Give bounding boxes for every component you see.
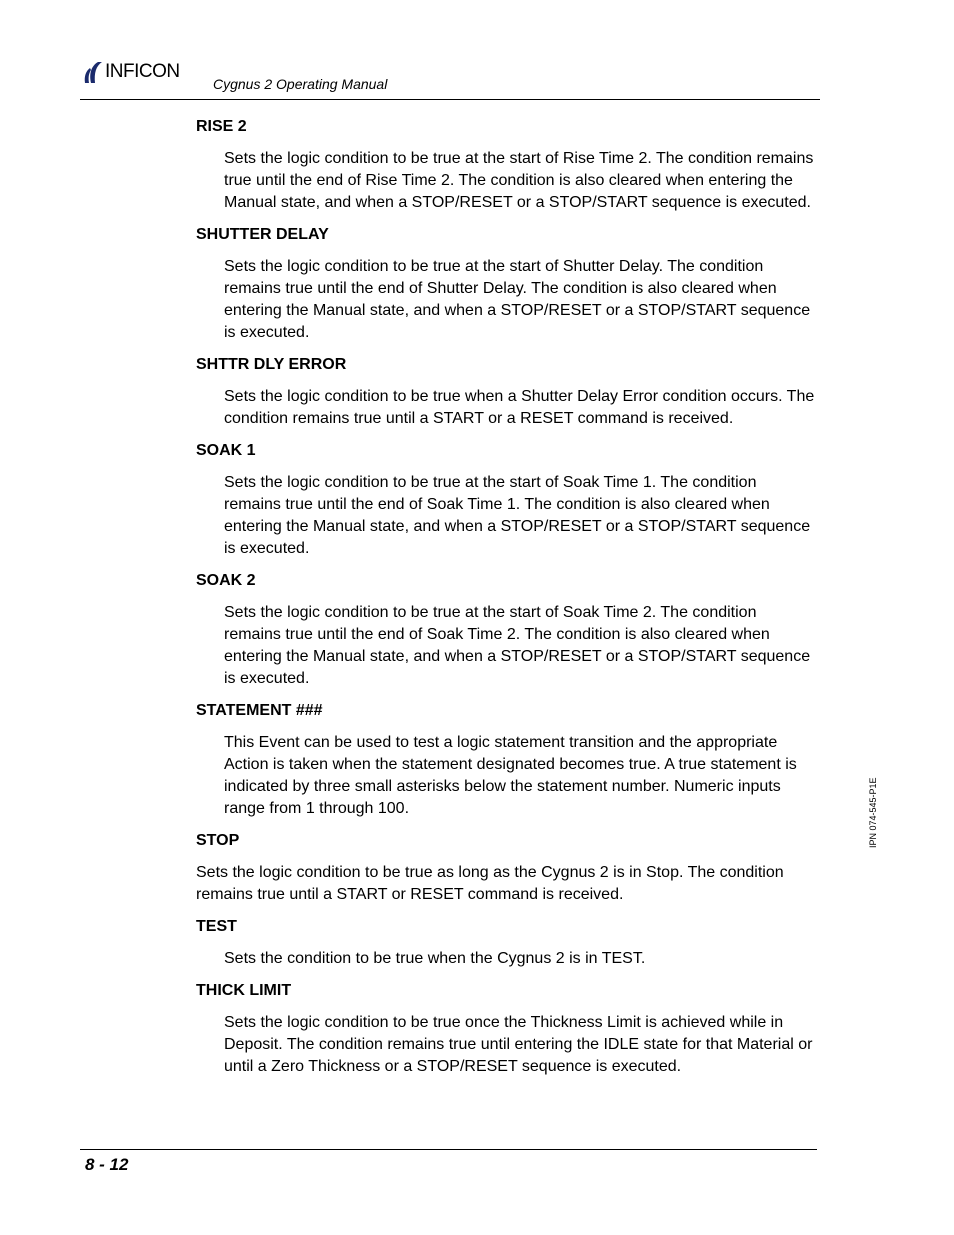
entry-heading: TEST: [196, 918, 237, 935]
entry-description: Sets the logic condition to be true at the start of Soak Time 2. The condition remains true until the end of Soak Time 2. The condition is also cleared when entering the Manual state, and when a STOP/RESET or a STOP/START sequence is executed.: [224, 604, 811, 687]
entry-heading: THICK LIMIT: [196, 982, 292, 999]
entry-stop: [196, 830, 816, 906]
entry-heading: SOAK 2: [196, 572, 256, 589]
entry-heading: SHUTTER DELAY: [196, 226, 329, 243]
entry-heading: RISE 2: [196, 118, 247, 135]
footer-divider: [80, 1149, 817, 1150]
entry-description: Sets the logic condition to be true when a Shutter Delay Error condition occurs. The condition remains true until a START or a RESET command is received.: [224, 388, 815, 427]
entry-heading: STOP: [196, 832, 240, 849]
entry-description: Sets the logic condition to be true at the start of Shutter Delay. The condition remains true until the end of Shutter Delay. The condition is also cleared when entering the Manual state, and when a STOP/RESET or a STOP/START sequence is executed.: [224, 258, 811, 341]
entry-description: Sets the logic condition to be true as long as the Cygnus 2 is in Stop. The condition remains true until a START or RESET command is received.: [196, 864, 784, 903]
entry-heading: SOAK 1: [196, 442, 256, 459]
ipn-side-note: IPN 074-545-P1E: [868, 777, 878, 848]
page-header: [80, 55, 820, 100]
logo-text: INFICON: [105, 61, 180, 82]
entry-description: Sets the logic condition to be true at the start of Soak Time 1. The condition remains true until the end of Soak Time 1. The condition is also cleared when entering the Manual state, and when a STOP/RESET or a STOP/START sequence is executed.: [224, 474, 811, 557]
entry-description: This Event can be used to test a logic statement transition and the appropriate Action is taken when the statement designated becomes true. A true statement is indicated by three small asterisks below the statement number. Numeric inputs range from 1 through 100.: [224, 734, 797, 817]
entry-soak-2: [196, 570, 816, 690]
entry-description: Sets the logic condition to be true once the Thickness Limit is achieved while in Deposit. The condition remains true until entering the IDLE state for that Material or until a Zero Thickness or a STOP/RESET sequence is executed.: [224, 1014, 813, 1075]
entry-heading: SHTTR DLY ERROR: [196, 356, 347, 373]
entry-thick-limit: [196, 980, 816, 1078]
entry-heading: STATEMENT ###: [196, 702, 323, 719]
inficon-logo: [82, 60, 180, 84]
entry-soak-1: [196, 440, 816, 560]
entry-description: Sets the condition to be true when the Cygnus 2 is in TEST.: [224, 950, 646, 967]
page-number: 8 - 12: [85, 1155, 129, 1174]
entry-statement: [196, 700, 816, 820]
entry-test: [196, 916, 816, 970]
entry-shutter-delay: [196, 224, 816, 344]
entry-shttr-dly-error: [196, 354, 816, 430]
document-body: [196, 116, 816, 1088]
header-divider: [80, 99, 820, 100]
manual-title: Cygnus 2 Operating Manual: [213, 76, 388, 92]
entry-rise-2: [196, 116, 816, 214]
entry-description: Sets the logic condition to be true at the start of Rise Time 2. The condition remains true until the end of Rise Time 2. The condition is also cleared when entering the Manual state, and when a STOP/RESET or a STOP/START sequence is executed.: [224, 150, 814, 211]
inficon-logo-icon: [82, 60, 104, 84]
